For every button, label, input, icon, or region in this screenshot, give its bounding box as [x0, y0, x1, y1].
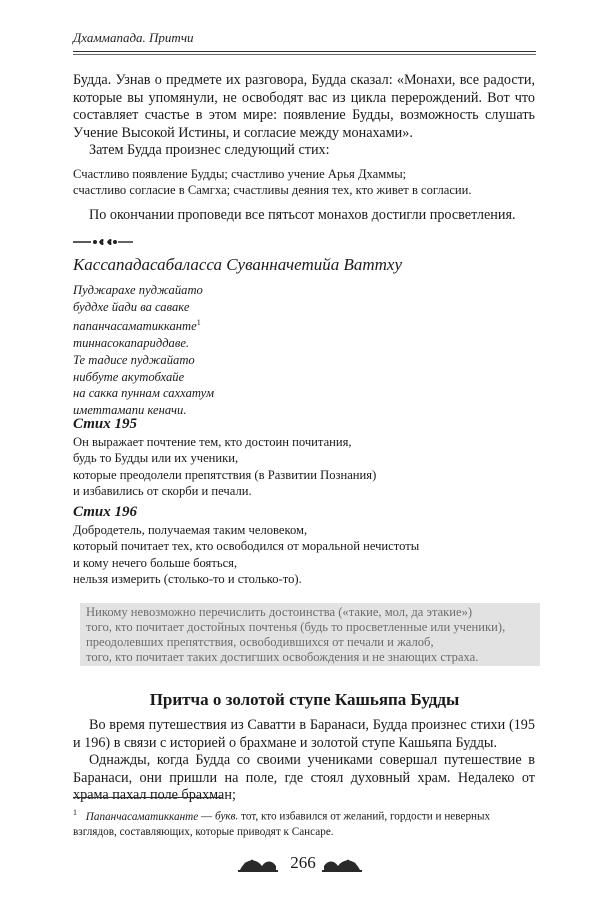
- section-paragraph-2: Однажды, когда Будда со своими учениками совершал путешествие в Баранаси, они пришли на поле, где стоял духовный храм. Недалеко от храма пахал поле брахман;: [73, 752, 535, 803]
- pali-line: папанчасаматикканте$^1$: [73, 318, 201, 334]
- intro-paragraph-1: Будда. Узнав о предмете их разговора, Будда сказал: «Монахи, все радости, которые вы упомянули, не освободят вас из цикла перерождений. Вот что составляет счастье в этом мире: появление Будды, возможность слушать Учение Высокой Истины, и согласие между монахами».: [73, 72, 535, 141]
- commentary-line: Никому невозможно перечислить достоинства («такие, мол, да этакие»): [86, 605, 473, 619]
- footnote-abbr: букв.: [214, 810, 239, 823]
- verse-line: и кому нечего больше бояться,: [73, 555, 238, 570]
- footnote-text: тот, кто избавился от желаний, гордости и неверных взглядов, составляющих, которые приводят к Сансаре.: [73, 810, 491, 838]
- section-paragraph-1: Во время путешествия из Саватти в Баранаси, Будда произнес стихи (195 и 196) в связи с историей о брахмане и золотой ступе Кашьяпа Будды.: [73, 717, 535, 751]
- footnote-term: Папанчасаматикканте: [85, 810, 199, 823]
- header-rule: [73, 51, 536, 52]
- commentary-line: того, кто почитает таких достигших освобождения и не знающих страха.: [86, 650, 479, 664]
- verse-line: который почитает тех, кто освободился от моральной нечистоты: [73, 539, 420, 553]
- pali-line: тиннасокапариддаве.: [73, 335, 190, 350]
- header-rule-thin: [73, 54, 536, 55]
- section-body: [73, 717, 535, 805]
- verse-line: Он выражает почтение тем, кто достоин почитания,: [73, 434, 352, 449]
- verse-196: [73, 504, 535, 588]
- page-number: 266: [290, 853, 316, 872]
- verse-line: нельзя измерить (столько-то и столько-то).: [73, 572, 302, 586]
- pali-line: иметтамапи кеначи.: [73, 402, 187, 417]
- intro-verse-line-2: счастливо согласие в Самгха; счастливы деяния тех, кто живет в согласии.: [73, 183, 472, 197]
- commentary-line: того, кто почитает достойных почтенья (будь то просветленные или ученики),: [86, 620, 506, 634]
- verse-195: [73, 416, 535, 500]
- verse-line: Добродетель, получаемая таким человеком,: [73, 522, 308, 537]
- commentary-text: [86, 605, 536, 665]
- intro-paragraph-3: По окончании проповеди все пятьсот монахов достигли просветления.: [89, 206, 516, 223]
- pali-line: на сакка пуннам саххатум: [73, 386, 214, 400]
- verse-line: и избавились от скорби и печали.: [73, 484, 252, 498]
- pali-stanza-2: [73, 352, 535, 418]
- footnote-mark: 1: [73, 808, 77, 817]
- ornament-divider-icon: [73, 237, 133, 247]
- running-head: Дхаммапада. Притчи: [73, 30, 194, 45]
- verse-line: будь то Будды или их ученики,: [73, 451, 239, 465]
- pali-line: ниббуте акутобхайе: [73, 369, 185, 384]
- pali-line: Пуджарахе пуджайато: [73, 283, 203, 297]
- footnote: [73, 805, 536, 840]
- footnote-dash: —: [198, 810, 215, 823]
- pali-stanza-1: [73, 282, 535, 351]
- pali-line: буддхе йади ва саваке: [73, 299, 190, 314]
- section-title: Притча о золотой ступе Кашьяпа Будды: [149, 690, 460, 709]
- verse-line: которые преодолели препятствия (в Развитии Познания): [73, 467, 377, 482]
- footnote-ref[interactable]: 1: [196, 318, 201, 327]
- intro-paragraph-2: Затем Будда произнес следующий стих:: [89, 142, 330, 158]
- verse-heading: Стих 195: [73, 416, 137, 432]
- verse-heading: Стих 196: [73, 504, 137, 520]
- intro-block: [73, 72, 535, 224]
- pali-line: Те тадисе пуджайато: [73, 353, 195, 367]
- pali-title: Кассападасабаласса Суванначетийа Ваттху: [73, 255, 402, 274]
- commentary-line: преодолевших препятствия, освободившихся от печали и жалоб,: [86, 635, 434, 649]
- footnote-rule: [73, 797, 223, 798]
- intro-verse-line-1: Счастливо появление Будды; счастливо учение Арья Дхаммы;: [73, 166, 407, 181]
